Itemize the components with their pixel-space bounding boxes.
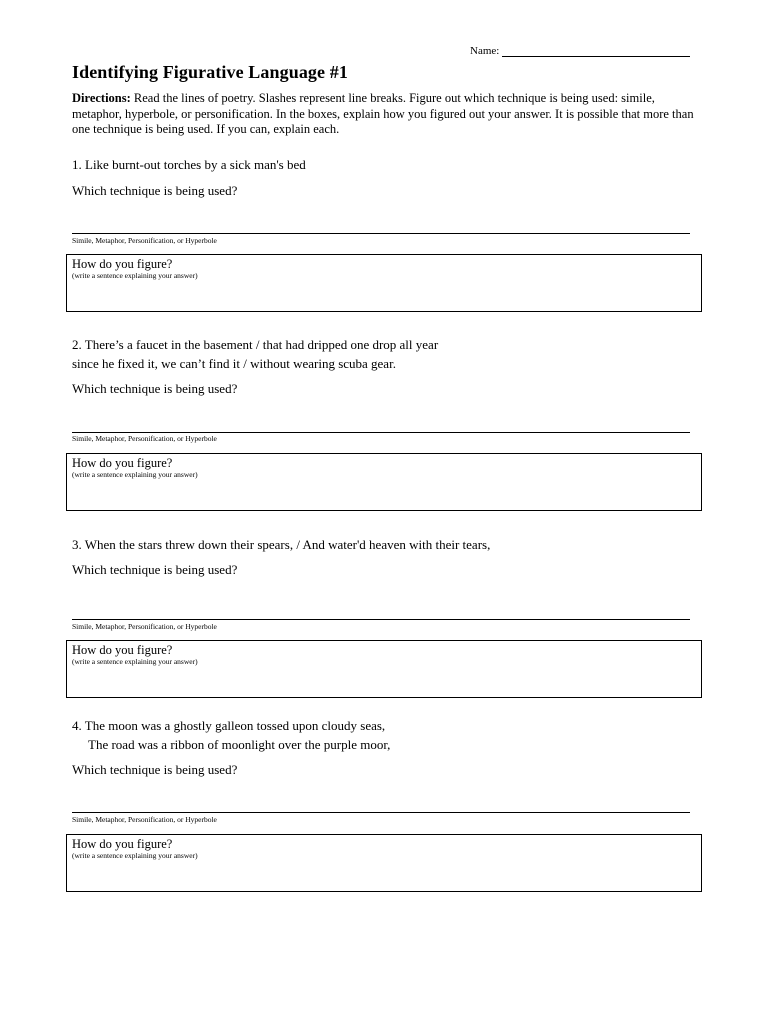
question-1 xyxy=(72,155,712,245)
question-3-options: Simile, Metaphor, Personification, or Hyperbole xyxy=(72,622,217,631)
question-2-line-2: since he fixed it, we can’t find it / without wearing scuba gear. xyxy=(72,356,396,371)
question-2-options: Simile, Metaphor, Personification, or Hyperbole xyxy=(72,434,217,443)
question-4-line-1: 4. The moon was a ghostly galleon tossed upon cloudy seas, xyxy=(72,718,386,733)
question-1-line-1: 1. Like burnt-out torches by a sick man's bed xyxy=(72,157,306,172)
question-3-explain-box[interactable] xyxy=(66,640,702,698)
question-4-ask: Which technique is being used? xyxy=(72,762,238,777)
question-2 xyxy=(72,335,712,443)
question-4 xyxy=(72,716,712,824)
question-2-prompt xyxy=(72,335,712,373)
name-field xyxy=(470,45,690,57)
directions xyxy=(72,91,697,138)
question-2-ask: Which technique is being used? xyxy=(72,381,238,396)
question-4-box-note: (write a sentence explaining your answer) xyxy=(72,851,198,860)
question-1-box-title: How do you figure? xyxy=(72,257,173,271)
name-blank-line[interactable] xyxy=(502,46,690,57)
question-4-line-2: The road was a ribbon of moonlight over the purple moor, xyxy=(72,737,391,752)
question-1-box-note: (write a sentence explaining your answer) xyxy=(72,271,198,280)
question-4-answer-line[interactable] xyxy=(72,812,690,813)
directions-label: Directions: xyxy=(72,91,131,105)
question-1-explain-box[interactable] xyxy=(66,254,702,312)
question-2-box-title: How do you figure? xyxy=(72,456,173,470)
question-2-box-note: (write a sentence explaining your answer) xyxy=(72,470,198,479)
directions-text: Read the lines of poetry. Slashes represent line breaks. Figure out which technique is being used: simile, metaphor, hyperbole, or personification. In the boxes, explain how you figured out your answer. It is possible that more than one technique is being used. If you can, explain each. xyxy=(72,91,694,136)
question-1-prompt xyxy=(72,155,712,174)
question-1-ask: Which technique is being used? xyxy=(72,183,238,198)
question-3 xyxy=(72,535,712,631)
question-3-box-title: How do you figure? xyxy=(72,643,173,657)
question-4-prompt xyxy=(72,716,712,754)
question-1-options: Simile, Metaphor, Personification, or Hyperbole xyxy=(72,236,217,245)
question-2-explain-box[interactable] xyxy=(66,453,702,511)
question-2-line-1: 2. There’s a faucet in the basement / that had dripped one drop all year xyxy=(72,337,439,352)
question-3-line-1: 3. When the stars threw down their spears, / And water'd heaven with their tears, xyxy=(72,537,491,552)
page-title: Identifying Figurative Language #1 xyxy=(72,62,348,82)
question-3-ask: Which technique is being used? xyxy=(72,562,238,577)
question-3-prompt xyxy=(72,535,712,554)
question-4-options: Simile, Metaphor, Personification, or Hyperbole xyxy=(72,815,217,824)
question-3-answer-line[interactable] xyxy=(72,619,690,620)
name-label: Name: xyxy=(470,45,500,57)
question-3-box-note: (write a sentence explaining your answer) xyxy=(72,657,198,666)
question-2-answer-line[interactable] xyxy=(72,432,690,433)
question-1-answer-line[interactable] xyxy=(72,233,690,234)
question-4-explain-box[interactable] xyxy=(66,834,702,892)
question-4-box-title: How do you figure? xyxy=(72,837,173,851)
